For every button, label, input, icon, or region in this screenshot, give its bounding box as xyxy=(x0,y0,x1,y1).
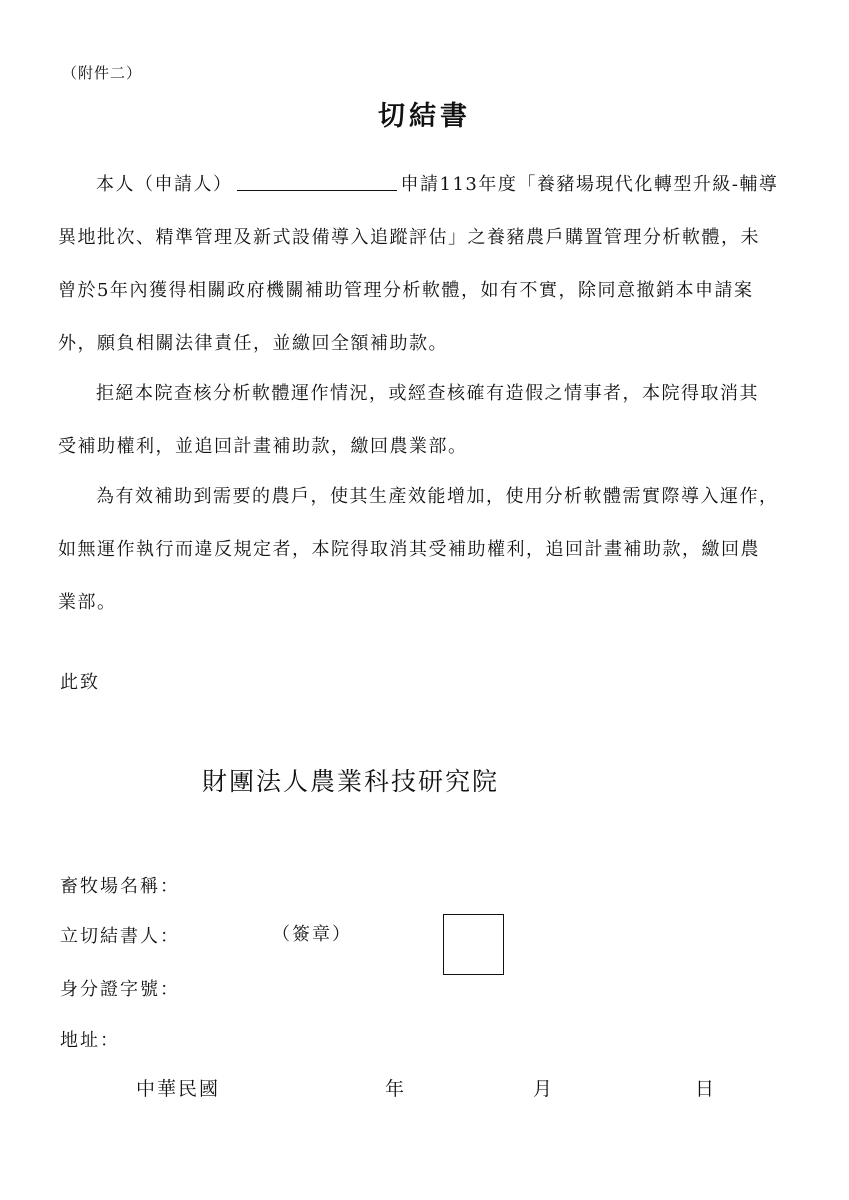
paragraph-line: 曾於5年內獲得相關政府機關補助管理分析軟體，如有不實，除同意撤銷本申請案 xyxy=(58,280,754,301)
paragraph-usage xyxy=(58,470,793,629)
paragraph-line: 受補助權利，並追回計畫補助款，繳回農業部。 xyxy=(58,436,468,457)
paragraph-line: 拒絕本院查核分析軟體運作情況，或經查核確有造假之情事者，本院得取消其 xyxy=(96,383,759,404)
date-month-label: 月 xyxy=(533,1078,555,1100)
signature-note: （簽章） xyxy=(272,924,352,945)
date-day-label: 日 xyxy=(695,1078,717,1100)
id-number-label: 身分證字號： xyxy=(60,979,180,1000)
paragraph-line xyxy=(58,158,793,211)
farm-name-label: 畜牧場名稱： xyxy=(60,876,180,897)
seal-stamp-box[interactable] xyxy=(443,914,504,975)
date-era: 中華民國 xyxy=(136,1078,221,1100)
paragraph-line: 外，願負相關法律責任，並繳回全額補助款。 xyxy=(58,333,448,354)
paragraph-line: 如無運作執行而違反規定者，本院得取消其受補助權利，追回計畫補助款，繳回農 xyxy=(58,539,760,560)
document-title: 切結書 xyxy=(378,101,471,132)
recipient-organization: 財團法人農業科技研究院 xyxy=(202,767,500,796)
paragraph-line: 異地批次、精準管理及新式設備導入追蹤評估」之養豬農戶購置管理分析軟體，未 xyxy=(58,227,760,248)
paragraph-line: 業部。 xyxy=(58,592,117,613)
signer-label: 立切結書人： xyxy=(60,926,180,947)
paragraph-text: 申請113年度「養豬場現代化轉型升級-輔導 xyxy=(400,174,779,195)
address-label: 地址： xyxy=(60,1030,120,1051)
paragraph-audit xyxy=(58,367,793,473)
paragraph-declaration xyxy=(58,158,793,370)
applicant-lead-text: 本人（申請人） xyxy=(96,174,233,195)
annex-label: （附件二） xyxy=(62,64,143,82)
paragraph-line: 為有效補助到需要的農戶，使其生產效能增加，使用分析軟體需實際導入運作， xyxy=(96,486,779,507)
applicant-name-blank[interactable] xyxy=(237,174,397,191)
date-year-label: 年 xyxy=(385,1078,407,1100)
closing-salutation: 此致 xyxy=(60,672,100,693)
